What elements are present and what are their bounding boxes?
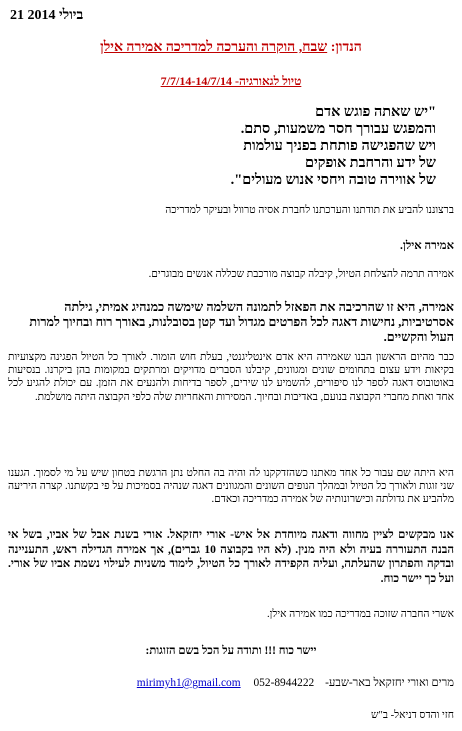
subject-text: שבח, הוקרה והערכה למדריכה אמירה אילן (100, 40, 328, 55)
footer-signers: חזי והדס דניאל- ב"ש (371, 710, 454, 721)
first-day-paragraph: כבר מהיום הראשון הבנו שאמירה היא אדם אינטליגנטי, בעלת חוש הומור. לאורך כל הטיול הפגינה מקצועיות בקיאות וידע עצום בתחומים שונים ומגוונים, קיבלנו הסברים מדויקים ומרתקים במקומות בהן ביקרנו. בנסיעות באוטובוס דאגה לספר לנו סיפורים, להשמיע לנו שירים, לספר בדיחות ולהנעים את הזמן. עם יכולת להגיע לכל אחד ואחת מחברי הקבוצה בנועם, באדיבות ובחיוך. המסירות והאחריות שלה כלפי הקבוצה היתה מושלמת. (8, 352, 454, 403)
opening-poem (40, 104, 436, 189)
poem-line: של אווירה טובה ויחסי אנוש מעולים". (230, 172, 436, 188)
puzzle-paragraph: אמירה, היא זו שהרכיבה את הפאזל לתמונה השלמה שימשה כמנהיג אמיתי, גילתה אסרטיביות, נחישות דאגה לכל הפרטים מגדול ועד קטן בסובלנות, באורך רוח ובחיוך למרות העול והקשיים. (29, 300, 454, 344)
email-link[interactable]: mirimyh1@gmail.com (136, 677, 241, 689)
poem-line: ויש שהפגישה פותחת בפניך עולמות (243, 138, 436, 154)
letter-subject (40, 40, 422, 56)
poem-line: והמפגש עבורך חסר משמעות, סתם. (240, 121, 436, 137)
support-paragraph: היא היתה שם עבור כל אחד מאתנו כשהזדקקנו לה והיה בה החלט נתן הרגשת בטחון שיש על מי לסמוך. הגענו שני זוגות ולאורך כל הטיול ובמהלך הנופים השונים והמגוונים דאגה שנהיה בסמיכות על פי בקשתנו. קצרה היריעה מלהביע את גדולתה וכישרונותיה של אמירה כמדריכה וכאדם. (8, 468, 454, 506)
contribution-paragraph: אמירה תרמה להצלחת הטיול, קיבלה קבוצה מורכבת שכללה אנשים מבוגרים. (148, 269, 454, 280)
contact-line (40, 677, 454, 689)
subject-prefix: הנדון: (327, 40, 362, 55)
closing-line: אשרי החברה שזוכה במדריכה כמו אמירה אילן. (267, 609, 454, 620)
signers-name: מרים ואורי יחזקאל באר-שבע- (325, 677, 454, 689)
thanks-line: יישר כוח !!! ותודה על הכל בשם הזוגות: (145, 645, 317, 657)
special-gesture-paragraph: אנו מבקשים לציין מחווה ודאגה מיוחדת אל איש- אורי יחזקאל. אורי בשנת אבל של אביו, בשל אי הבנה התעוררה בעיה ולא היה מנין. (לא היו בקבוצה 10 גברים), אך אמירה הגדילה ראש, התעניינה ובדקה והפתרון שהעלתה, ועליה הקפידה לאורך כל הטיול, לימוד משניות לעילוי נשמת אביו של אורי. ועל כך יישר כוח. (8, 528, 454, 585)
addressee-line: אמירה אילן. (400, 240, 454, 252)
trip-line: טיול לגאורגיה- 7/7/14-14/7/14 (160, 74, 302, 88)
intro-paragraph: ברצוננו להביע את תודתנו והערכתנו לחברת אסיה טרוול ובעיקר למדריכה (165, 205, 454, 216)
poem-line: של ידע והרחבת אופקים (304, 155, 436, 171)
letter-date: 21 ביולי 2014 (10, 8, 84, 23)
poem-line: "יש שאתה פוגש אדם (315, 104, 436, 120)
phone-number: 052-8944222 (253, 677, 315, 689)
